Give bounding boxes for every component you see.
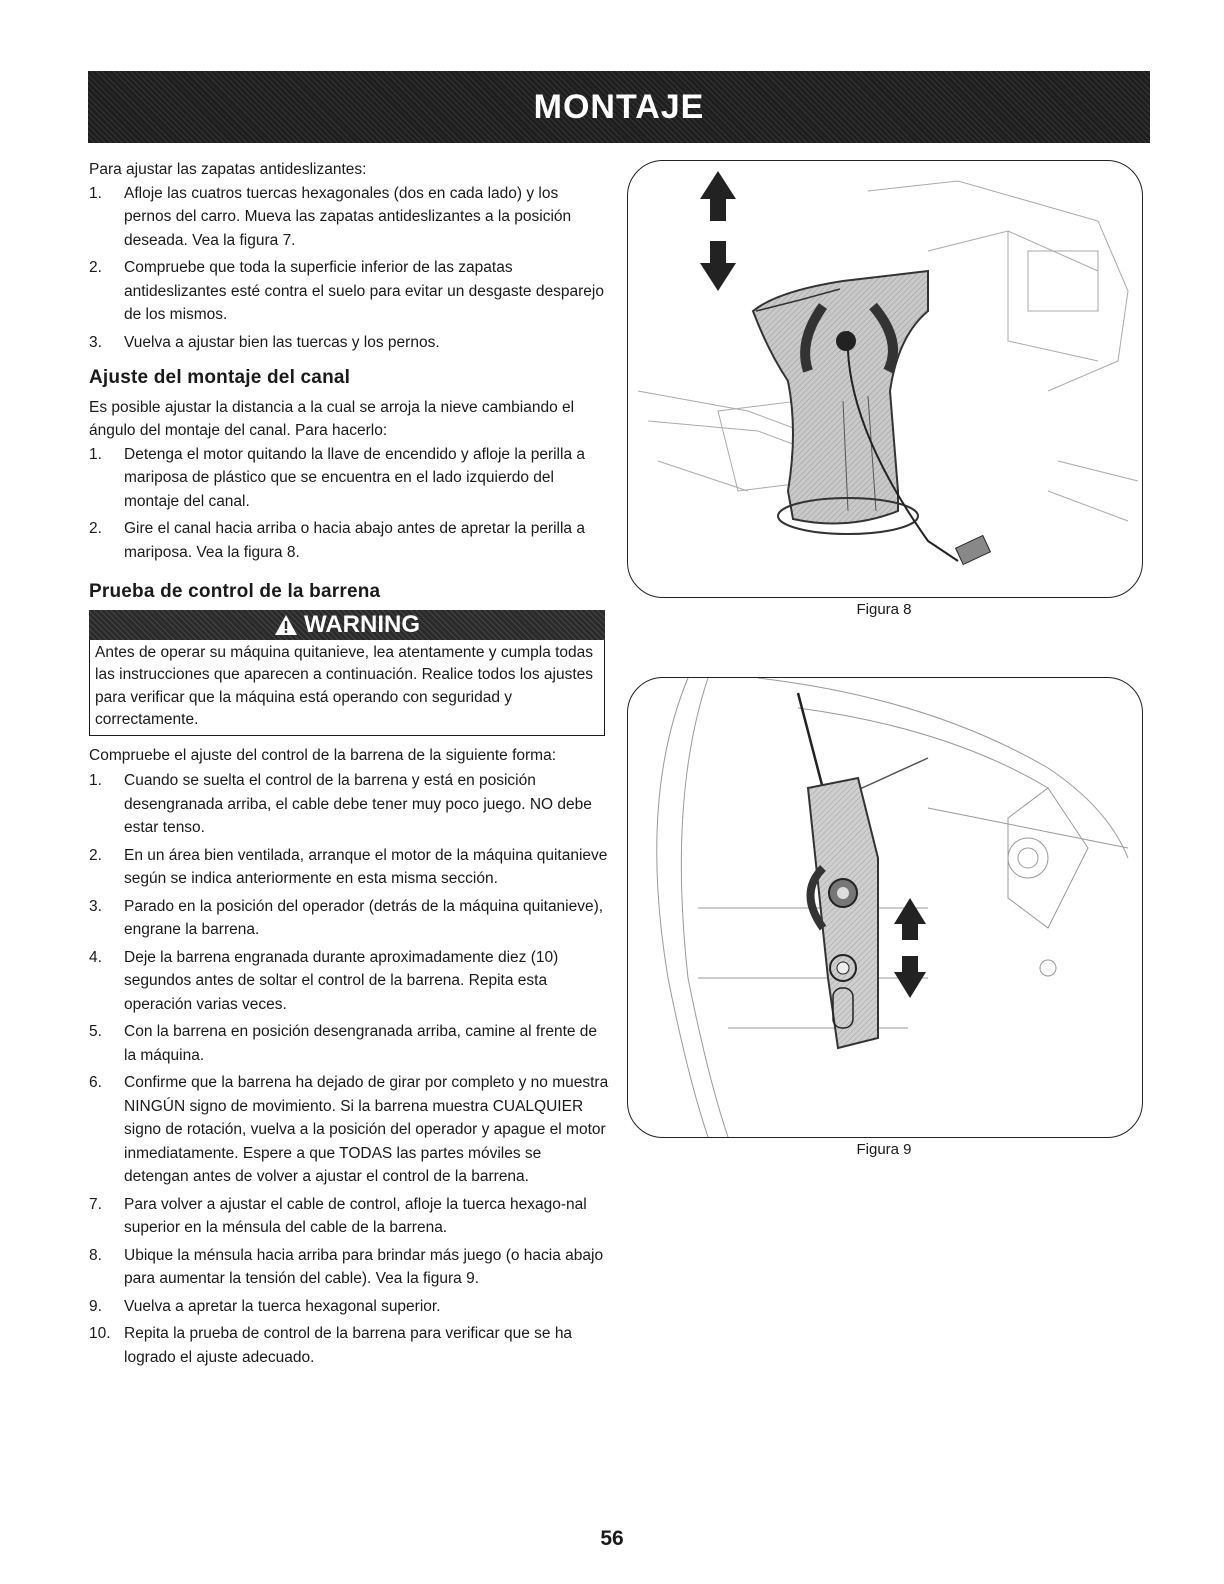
- skid-shoes-intro: Para ajustar las zapatas antideslizantes:: [89, 161, 367, 178]
- chute-heading: Ajuste del montaje del canal: [89, 367, 351, 388]
- list-item: 2. Compruebe que toda la superficie inferior de las zapatas antideslizantes esté contra el suelo para evitar un desgaste desparejo de los mismos.: [89, 259, 604, 323]
- figure-8-caption: Figura 8: [856, 601, 912, 618]
- list-item: 3. Parado en la posición del operador (detrás de la máquina quitanieve), engrane la barrena.: [89, 897, 604, 938]
- figure-9-caption: Figura 9: [856, 1141, 912, 1158]
- figure-8-illustration: [627, 160, 1143, 598]
- list-item: 1. Detenga el motor quitando la llave de encendido y afloje la perilla a mariposa de plástico que se encuentra en el lado izquierdo del montaje del canal.: [89, 445, 585, 510]
- list-item: 1. Cuando se suelta el control de la barrena y está en posición desengranada arriba, el cable debe tener muy poco juego. NO debe estar tenso.: [89, 772, 592, 836]
- auger-bracket-illustration: [628, 678, 1142, 1137]
- list-item: 1. Afloje las cuatros tuercas hexagonales (dos en cada lado) y los pernos del carro. Mueva las zapatas antideslizantes a la posición deseada. Vea la figura 7.: [89, 184, 572, 249]
- list-item: 7. Para volver a ajustar el cable de control, afloje la tuerca hexago-nal superior en la ménsula del cable de la barrena.: [89, 1195, 587, 1236]
- auger-steps: [89, 769, 609, 1369]
- auger-intro: Compruebe el ajuste del control de la barrena de la siguiente forma:: [89, 746, 556, 764]
- list-item: 6. Confirme que la barrena ha dejado de girar por completo y no muestra NINGÚN signo de movimiento. Si la barrena muestra CUALQUIER signo de rotación, vuelva a la posición del operador y apague el motor inmediatamente. Espere a que TODAS las partes móviles se detengan antes de volver a ajustar el control de la barrena.: [89, 1074, 609, 1185]
- left-column: [89, 158, 609, 1373]
- auger-heading: Prueba de control de la barrena: [89, 581, 381, 602]
- warning-triangle-icon: [274, 614, 298, 636]
- warning-header: [89, 610, 605, 640]
- section-title: MONTAJE: [533, 87, 705, 126]
- warning-text: Antes de operar su máquina quitanieve, lea atentamente y cumpla todas las instrucciones que aparecen a continuación. Realice todos los ajustes para verificar que la máquina está operando con seguridad y correctamente.: [89, 640, 605, 736]
- list-item: 4. Deje la barrena engranada durante aproximadamente diez (10) segundos antes de soltar el control de la barrena. Repita esta operación varias veces.: [89, 948, 559, 1013]
- section-banner: [88, 71, 1150, 143]
- page-number: 56: [600, 1527, 624, 1550]
- list-item: 8. Ubique la ménsula hacia arriba para brindar más juego (o hacia abajo para aumentar la tensión del cable). Vea la figura 9.: [89, 1246, 604, 1287]
- chute-illustration: [628, 161, 1142, 597]
- list-item: 5. Con la barrena en posición desengranada arriba, camine al frente de la máquina.: [89, 1023, 598, 1064]
- chute-intro: Es posible ajustar la distancia a la cual se arroja la nieve cambiando el ángulo del montaje del canal. Para hacerlo:: [89, 398, 575, 439]
- skid-shoes-steps: [89, 182, 609, 355]
- figure-9-illustration: [627, 677, 1143, 1138]
- list-item: 3. Vuelva a ajustar bien las tuercas y los pernos.: [89, 333, 440, 351]
- list-item: 10. Repita la prueba de control de la barrena para verificar que se ha logrado el ajuste adecuado.: [89, 1325, 573, 1366]
- chute-steps: [89, 443, 609, 565]
- list-item: 2. Gire el canal hacia arriba o hacia abajo antes de apretar la perilla a mariposa. Vea la figura 8.: [89, 520, 585, 561]
- list-item: 9. Vuelva a apretar la tuerca hexagonal superior.: [89, 1297, 441, 1315]
- list-item: 2. En un área bien ventilada, arranque el motor de la máquina quitanieve según se indica anteriormente en esta misma sección.: [89, 846, 608, 887]
- warning-label: WARNING: [304, 610, 420, 638]
